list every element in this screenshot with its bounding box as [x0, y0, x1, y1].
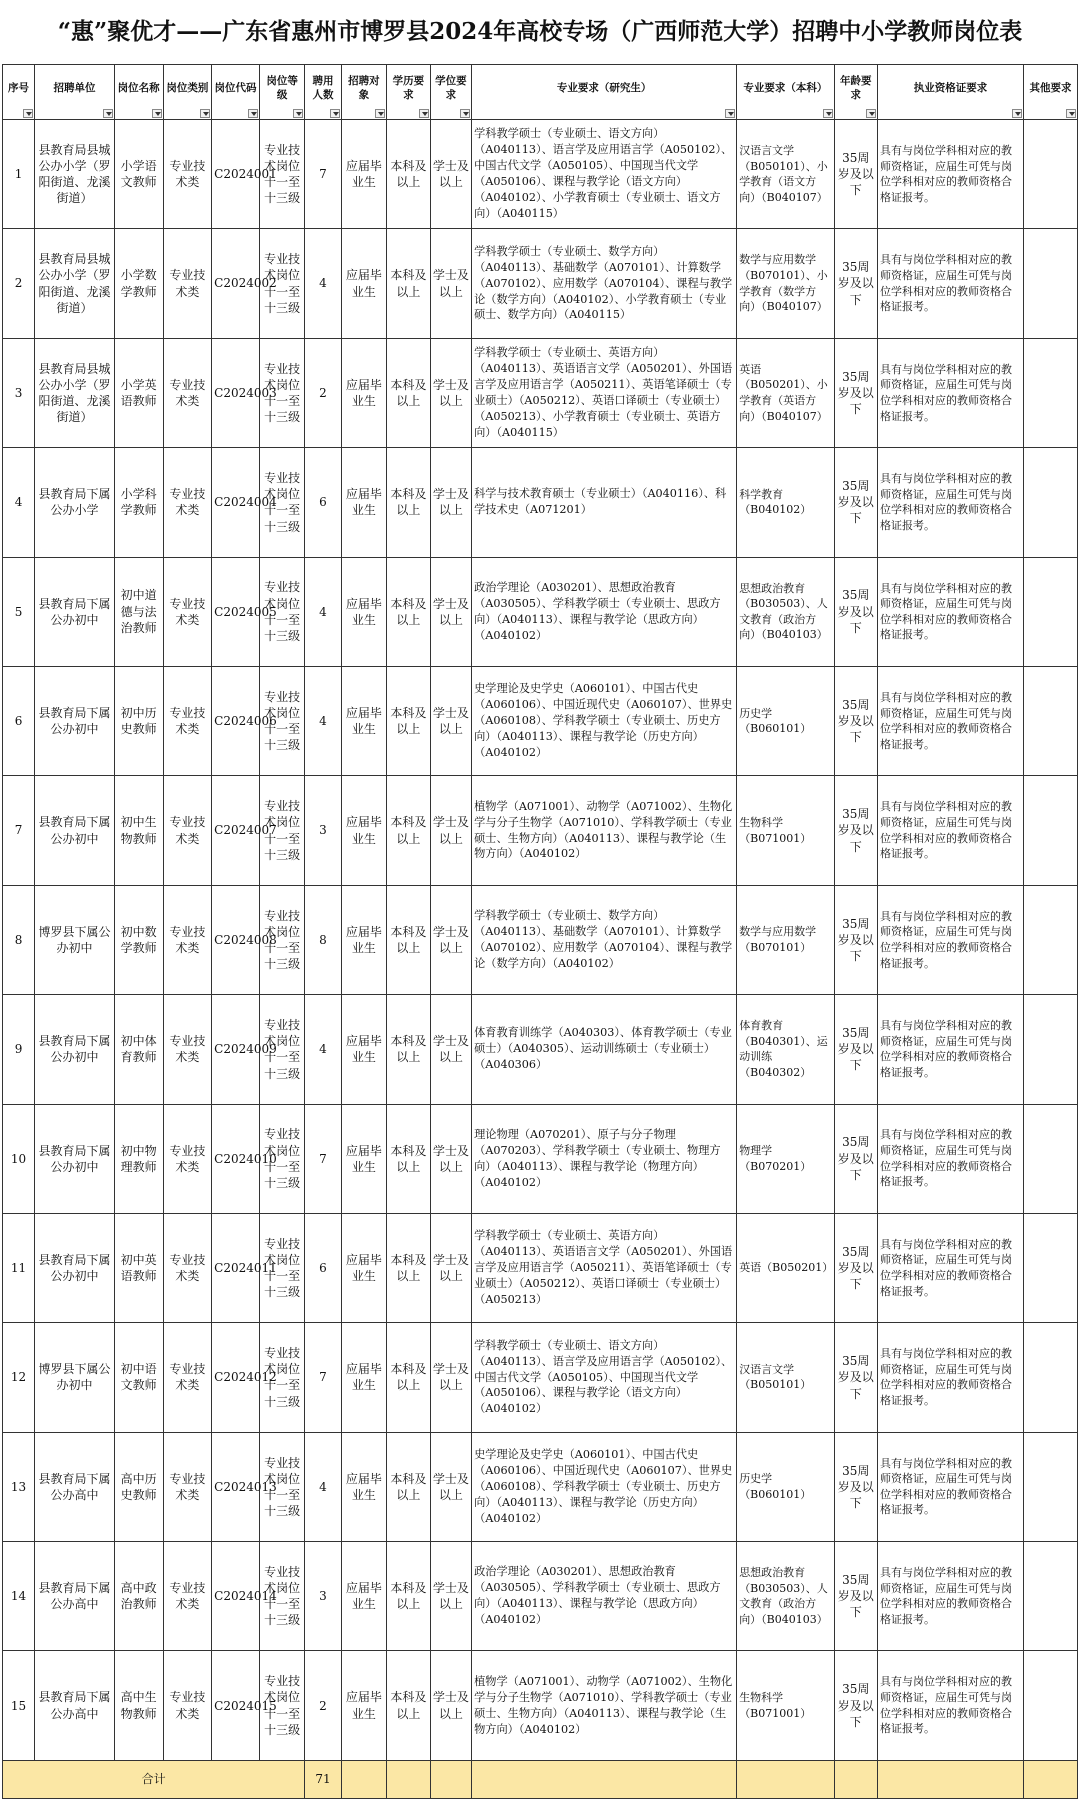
cell-no: 6: [3, 666, 35, 775]
column-header-label: 岗位名称: [117, 81, 160, 94]
filter-dropdown-icon[interactable]: [23, 109, 33, 118]
cell-code: C2024009: [212, 995, 260, 1104]
cell-count: 2: [305, 338, 341, 447]
cell-level: 专业技术岗位十一至十三级: [259, 1432, 305, 1541]
cell-edu: 本科及以上: [387, 1213, 430, 1322]
cell-unit: 县教育局下属公办高中: [35, 1432, 115, 1541]
cell-degree: 学士及以上: [430, 1432, 471, 1541]
cell-post: 小学数学教师: [114, 229, 163, 338]
column-header-label: 岗位类别: [166, 81, 209, 94]
table-row: [3, 1323, 1078, 1432]
cell-cert: 具有与岗位学科相对应的教师资格证，应届生可凭与岗位学科相对应的教师资格合格证报考。: [878, 557, 1024, 666]
cell-target: 应届毕业生: [341, 776, 387, 885]
cell-other: [1024, 229, 1078, 338]
column-header-label: 序号: [8, 81, 30, 94]
column-header: [834, 65, 877, 120]
cell-code: C2024006: [212, 666, 260, 775]
cell-degree: 学士及以上: [430, 1104, 471, 1213]
cell-no: 1: [3, 120, 35, 229]
cell-ug: 生物科学（B071001）: [737, 776, 834, 885]
cell-cert: 具有与岗位学科相对应的教师资格证，应届生可凭与岗位学科相对应的教师资格合格证报考。: [878, 338, 1024, 447]
cell-major: 学科教学硕士（专业硕士、数学方向）（A040113）、基础数学（A070101）、计算数学（A070102）、应用数学（A070104）、课程与教学论（数学方向）（A040102）: [472, 885, 737, 994]
cell-no: 2: [3, 229, 35, 338]
cell-no: 15: [3, 1651, 35, 1760]
cell-count: 3: [305, 1542, 341, 1651]
cell-other: [1024, 776, 1078, 885]
cell-post: 初中体育教师: [114, 995, 163, 1104]
column-header: [35, 65, 115, 120]
cell-ug: 历史学（B060101）: [737, 666, 834, 775]
cell-category: 专业技术类: [163, 1542, 212, 1651]
cell-unit: 博罗县下属公办初中: [35, 885, 115, 994]
cell-post: 初中语文教师: [114, 1323, 163, 1432]
cell-ug: 数学与应用数学（B070101）、小学教育（数学方向）（B040107）: [737, 229, 834, 338]
cell-unit: 县教育局下属公办初中: [35, 776, 115, 885]
cell-level: 专业技术岗位十一至十三级: [259, 120, 305, 229]
cell-unit: 博罗县下属公办初中: [35, 1323, 115, 1432]
column-header: [1024, 65, 1078, 120]
cell-major: 科学与技术教育硕士（专业硕士）（A040116）、科学技术史（A071201）: [472, 448, 737, 557]
cell-no: 7: [3, 776, 35, 885]
cell-other: [1024, 1432, 1078, 1541]
cell-post: 小学科学教师: [114, 448, 163, 557]
cell-level: 专业技术岗位十一至十三级: [259, 557, 305, 666]
cell-age: 35周岁及以下: [834, 1432, 877, 1541]
filter-dropdown-icon[interactable]: [823, 109, 833, 118]
cell-count: 6: [305, 1213, 341, 1322]
cell-cert: 具有与岗位学科相对应的教师资格证，应届生可凭与岗位学科相对应的教师资格合格证报考。: [878, 1651, 1024, 1760]
cell-post: 小学英语教师: [114, 338, 163, 447]
cell-major: 学科教学硕士（专业硕士、语文方向）（A040113）、语言学及应用语言学（A050102）、中国古代文学（A050105）、中国现当代文学（A050106）、课程与教学论（语文方向）（A040102）、小学教育硕士（专业硕士、语文方向）（A040115）: [472, 120, 737, 229]
column-header-label: 岗位代码: [214, 81, 257, 94]
cell-major: 学科教学硕士（专业硕士、英语方向）（A040113）、英语语言文学（A050201）、外国语言学及应用语言学（A050211）、英语笔译硕士（专业硕士）（A050212）、英语口译硕士（专业硕士）（A050213）: [472, 1213, 737, 1322]
column-header: [305, 65, 341, 120]
cell-no: 13: [3, 1432, 35, 1541]
cell-other: [1024, 1323, 1078, 1432]
column-header-label: 岗位等级: [266, 74, 298, 101]
cell-other: [1024, 557, 1078, 666]
cell-cert: 具有与岗位学科相对应的教师资格证，应届生可凭与岗位学科相对应的教师资格合格证报考。: [878, 1213, 1024, 1322]
cell-age: 35周岁及以下: [834, 1323, 877, 1432]
cell-cert: 具有与岗位学科相对应的教师资格证，应届生可凭与岗位学科相对应的教师资格合格证报考。: [878, 885, 1024, 994]
cell-code: C2024015: [212, 1651, 260, 1760]
cell-code: C2024008: [212, 885, 260, 994]
cell-age: 35周岁及以下: [834, 229, 877, 338]
table-row: [3, 338, 1078, 447]
filter-dropdown-icon[interactable]: [330, 109, 340, 118]
cell-level: 专业技术岗位十一至十三级: [259, 448, 305, 557]
table-row: [3, 995, 1078, 1104]
cell-degree: 学士及以上: [430, 229, 471, 338]
cell-major: 史学理论及史学史（A060101）、中国古代史（A060106）、中国近现代史（A060107）、世界史（A060108）、学科教学硕士（专业硕士、历史方向）（A040113）、课程与教学论（历史方向）（A040102）: [472, 1432, 737, 1541]
cell-count: 7: [305, 1323, 341, 1432]
filter-dropdown-icon[interactable]: [460, 109, 470, 118]
cell-unit: 县教育局县城公办小学（罗阳街道、龙溪街道）: [35, 338, 115, 447]
cell-degree: 学士及以上: [430, 338, 471, 447]
cell-other: [1024, 1213, 1078, 1322]
cell-level: 专业技术岗位十一至十三级: [259, 1651, 305, 1760]
cell-category: 专业技术类: [163, 1323, 212, 1432]
cell-category: 专业技术类: [163, 1432, 212, 1541]
cell-cert: 具有与岗位学科相对应的教师资格证，应届生可凭与岗位学科相对应的教师资格合格证报考。: [878, 995, 1024, 1104]
cell-degree: 学士及以上: [430, 1213, 471, 1322]
cell-cert: 具有与岗位学科相对应的教师资格证，应届生可凭与岗位学科相对应的教师资格合格证报考。: [878, 1542, 1024, 1651]
cell-target: 应届毕业生: [341, 448, 387, 557]
table-row: [3, 1542, 1078, 1651]
job-table: [2, 64, 1078, 1799]
cell-age: 35周岁及以下: [834, 776, 877, 885]
column-header: [878, 65, 1024, 120]
cell-edu: 本科及以上: [387, 1323, 430, 1432]
cell-count: 4: [305, 1432, 341, 1541]
cell-edu: 本科及以上: [387, 1651, 430, 1760]
cell-age: 35周岁及以下: [834, 338, 877, 447]
column-header: [114, 65, 163, 120]
cell-no: 12: [3, 1323, 35, 1432]
cell-category: 专业技术类: [163, 1213, 212, 1322]
cell-ug: 思想政治教育（B030503）、人文教育（政治方向）（B040103）: [737, 557, 834, 666]
cell-post: 初中物理教师: [114, 1104, 163, 1213]
cell-level: 专业技术岗位十一至十三级: [259, 885, 305, 994]
cell-post: 初中历史教师: [114, 666, 163, 775]
cell-unit: 县教育局下属公办高中: [35, 1542, 115, 1651]
cell-category: 专业技术类: [163, 229, 212, 338]
column-header-label: 招聘单位: [53, 81, 96, 94]
cell-cert: 具有与岗位学科相对应的教师资格证，应届生可凭与岗位学科相对应的教师资格合格证报考。: [878, 448, 1024, 557]
cell-ug: 生物科学（B071001）: [737, 1651, 834, 1760]
total-count: 71: [305, 1760, 341, 1798]
cell-other: [1024, 885, 1078, 994]
filter-dropdown-icon[interactable]: [866, 109, 876, 118]
table-row: [3, 666, 1078, 775]
cell-target: 应届毕业生: [341, 1542, 387, 1651]
cell-age: 35周岁及以下: [834, 1651, 877, 1760]
cell-count: 7: [305, 120, 341, 229]
cell-post: 高中历史教师: [114, 1432, 163, 1541]
cell-degree: 学士及以上: [430, 1651, 471, 1760]
cell-ug: 科学教育（B040102）: [737, 448, 834, 557]
cell-code: C2024014: [212, 1542, 260, 1651]
cell-unit: 县教育局下属公办初中: [35, 1104, 115, 1213]
filter-dropdown-icon[interactable]: [103, 109, 113, 118]
column-header-label: 专业要求（本科）: [743, 81, 828, 94]
cell-cert: 具有与岗位学科相对应的教师资格证，应届生可凭与岗位学科相对应的教师资格合格证报考。: [878, 1104, 1024, 1213]
cell-level: 专业技术岗位十一至十三级: [259, 1213, 305, 1322]
cell-count: 4: [305, 557, 341, 666]
cell-other: [1024, 338, 1078, 447]
filter-dropdown-icon[interactable]: [375, 109, 385, 118]
cell-major: 史学理论及史学史（A060101）、中国古代史（A060106）、中国近现代史（A060107）、世界史（A060108）、学科教学硕士（专业硕士、历史方向）（A040113）、课程与教学论（历史方向）（A040102）: [472, 666, 737, 775]
table-body: [3, 120, 1078, 1761]
cell-major: 体育教育训练学（A040303）、体育教学硕士（专业硕士）（A040305）、运动训练硕士（专业硕士）（A040306）: [472, 995, 737, 1104]
cell-unit: 县教育局下属公办初中: [35, 995, 115, 1104]
cell-no: 10: [3, 1104, 35, 1213]
table-row: [3, 1213, 1078, 1322]
cell-target: 应届毕业生: [341, 666, 387, 775]
cell-level: 专业技术岗位十一至十三级: [259, 1542, 305, 1651]
cell-post: 初中英语教师: [114, 1213, 163, 1322]
cell-post: 初中生物教师: [114, 776, 163, 885]
cell-no: 3: [3, 338, 35, 447]
filter-dropdown-icon[interactable]: [152, 109, 162, 118]
table-row: [3, 229, 1078, 338]
cell-code: C2024002: [212, 229, 260, 338]
cell-cert: 具有与岗位学科相对应的教师资格证，应届生可凭与岗位学科相对应的教师资格合格证报考。: [878, 666, 1024, 775]
cell-cert: 具有与岗位学科相对应的教师资格证，应届生可凭与岗位学科相对应的教师资格合格证报考。: [878, 229, 1024, 338]
column-header: [341, 65, 387, 120]
cell-count: 6: [305, 448, 341, 557]
cell-ug: 历史学（B060101）: [737, 1432, 834, 1541]
column-header: [163, 65, 212, 120]
cell-ug: 英语（B050201）: [737, 1213, 834, 1322]
cell-edu: 本科及以上: [387, 1542, 430, 1651]
cell-code: C2024013: [212, 1432, 260, 1541]
cell-age: 35周岁及以下: [834, 666, 877, 775]
cell-edu: 本科及以上: [387, 1104, 430, 1213]
table-row: [3, 120, 1078, 229]
cell-ug: 体育教育（B040301）、运动训练（B040302）: [737, 995, 834, 1104]
cell-edu: 本科及以上: [387, 885, 430, 994]
cell-major: 政治学理论（A030201）、思想政治教育（A030505）、学科教学硕士（专业硕士、思政方向）（A040113）、课程与教学论（思政方向）（A040102）: [472, 1542, 737, 1651]
cell-code: C2024012: [212, 1323, 260, 1432]
header-row: [3, 65, 1078, 120]
cell-post: 高中政治教师: [114, 1542, 163, 1651]
cell-target: 应届毕业生: [341, 995, 387, 1104]
column-header: [259, 65, 305, 120]
cell-category: 专业技术类: [163, 120, 212, 229]
cell-degree: 学士及以上: [430, 1542, 471, 1651]
cell-target: 应届毕业生: [341, 1651, 387, 1760]
cell-other: [1024, 1104, 1078, 1213]
cell-level: 专业技术岗位十一至十三级: [259, 338, 305, 447]
table-row: [3, 885, 1078, 994]
table-row: [3, 776, 1078, 885]
cell-age: 35周岁及以下: [834, 1542, 877, 1651]
cell-unit: 县教育局下属公办初中: [35, 557, 115, 666]
cell-major: 植物学（A071001）、动物学（A071002）、生物化学与分子生物学（A071010）、学科教学硕士（专业硕士、生物方向）（A040113）、课程与教学论（生物方向）（A040102）: [472, 1651, 737, 1760]
column-header: [737, 65, 834, 120]
cell-edu: 本科及以上: [387, 666, 430, 775]
cell-age: 35周岁及以下: [834, 885, 877, 994]
cell-category: 专业技术类: [163, 1104, 212, 1213]
cell-cert: 具有与岗位学科相对应的教师资格证，应届生可凭与岗位学科相对应的教师资格合格证报考。: [878, 776, 1024, 885]
total-label: 合计: [3, 1760, 305, 1798]
cell-target: 应届毕业生: [341, 885, 387, 994]
cell-count: 4: [305, 995, 341, 1104]
cell-unit: 县教育局下属公办高中: [35, 1651, 115, 1760]
cell-edu: 本科及以上: [387, 557, 430, 666]
cell-degree: 学士及以上: [430, 557, 471, 666]
cell-age: 35周岁及以下: [834, 448, 877, 557]
cell-count: 4: [305, 666, 341, 775]
cell-target: 应届毕业生: [341, 1432, 387, 1541]
cell-degree: 学士及以上: [430, 448, 471, 557]
cell-code: C2024003: [212, 338, 260, 447]
table-row: [3, 1104, 1078, 1213]
table-row: [3, 448, 1078, 557]
cell-count: 7: [305, 1104, 341, 1213]
cell-edu: 本科及以上: [387, 338, 430, 447]
cell-unit: 县教育局下属公办小学: [35, 448, 115, 557]
column-header-label: 招聘对象: [348, 74, 380, 101]
cell-target: 应届毕业生: [341, 338, 387, 447]
cell-age: 35周岁及以下: [834, 1104, 877, 1213]
cell-post: 高中生物教师: [114, 1651, 163, 1760]
cell-major: 政治学理论（A030201）、思想政治教育（A030505）、学科教学硕士（专业硕士、思政方向）（A040113）、课程与教学论（思政方向）（A040102）: [472, 557, 737, 666]
cell-ug: 数学与应用数学（B070101）: [737, 885, 834, 994]
cell-unit: 县教育局县城公办小学（罗阳街道、龙溪街道）: [35, 229, 115, 338]
filter-dropdown-icon[interactable]: [1066, 109, 1076, 118]
cell-level: 专业技术岗位十一至十三级: [259, 1104, 305, 1213]
cell-unit: 县教育局县城公办小学（罗阳街道、龙溪街道）: [35, 120, 115, 229]
cell-other: [1024, 666, 1078, 775]
cell-category: 专业技术类: [163, 557, 212, 666]
table-row: [3, 557, 1078, 666]
cell-level: 专业技术岗位十一至十三级: [259, 776, 305, 885]
filter-dropdown-icon[interactable]: [419, 109, 429, 118]
cell-ug: 物理学（B070201）: [737, 1104, 834, 1213]
cell-no: 8: [3, 885, 35, 994]
cell-age: 35周岁及以下: [834, 557, 877, 666]
cell-target: 应届毕业生: [341, 1323, 387, 1432]
column-header: [387, 65, 430, 120]
cell-degree: 学士及以上: [430, 776, 471, 885]
cell-major: 学科教学硕士（专业硕士、数学方向）（A040113）、基础数学（A070101）、计算数学（A070102）、应用数学（A070104）、课程与教学论（数学方向）（A040102）、小学教育硕士（专业硕士、数学方向）（A040115）: [472, 229, 737, 338]
cell-other: [1024, 995, 1078, 1104]
cell-code: C2024001: [212, 120, 260, 229]
cell-cert: 具有与岗位学科相对应的教师资格证，应届生可凭与岗位学科相对应的教师资格合格证报考。: [878, 1432, 1024, 1541]
cell-post: 初中道德与法治教师: [114, 557, 163, 666]
cell-age: 35周岁及以下: [834, 995, 877, 1104]
column-header-label: 执业资格证要求: [913, 81, 988, 94]
cell-no: 5: [3, 557, 35, 666]
cell-count: 4: [305, 229, 341, 338]
cell-category: 专业技术类: [163, 776, 212, 885]
filter-dropdown-icon[interactable]: [293, 109, 303, 118]
cell-edu: 本科及以上: [387, 229, 430, 338]
cell-ug: 英语（B050201）、小学教育（英语方向）（B040107）: [737, 338, 834, 447]
cell-other: [1024, 448, 1078, 557]
cell-count: 2: [305, 1651, 341, 1760]
filter-dropdown-icon[interactable]: [248, 109, 258, 118]
cell-unit: 县教育局下属公办初中: [35, 666, 115, 775]
cell-no: 4: [3, 448, 35, 557]
cell-edu: 本科及以上: [387, 1432, 430, 1541]
cell-age: 35周岁及以下: [834, 1213, 877, 1322]
column-header-label: 专业要求（研究生）: [556, 81, 652, 94]
cell-edu: 本科及以上: [387, 120, 430, 229]
cell-other: [1024, 1651, 1078, 1760]
cell-target: 应届毕业生: [341, 120, 387, 229]
column-header: [212, 65, 260, 120]
cell-no: 9: [3, 995, 35, 1104]
total-row: [3, 1760, 1078, 1798]
column-header-label: 学历要求: [392, 74, 425, 101]
cell-category: 专业技术类: [163, 666, 212, 775]
filter-dropdown-icon[interactable]: [200, 109, 210, 118]
cell-cert: 具有与岗位学科相对应的教师资格证，应届生可凭与岗位学科相对应的教师资格合格证报考。: [878, 120, 1024, 229]
cell-edu: 本科及以上: [387, 776, 430, 885]
cell-target: 应届毕业生: [341, 1104, 387, 1213]
cell-category: 专业技术类: [163, 995, 212, 1104]
cell-edu: 本科及以上: [387, 448, 430, 557]
cell-degree: 学士及以上: [430, 995, 471, 1104]
filter-dropdown-icon[interactable]: [1012, 109, 1022, 118]
cell-code: C2024005: [212, 557, 260, 666]
cell-category: 专业技术类: [163, 448, 212, 557]
cell-major: 学科教学硕士（专业硕士、语文方向）（A040113）、语言学及应用语言学（A050102）、中国古代文学（A050105）、中国现当代文学（A050106）、课程与教学论（语文方向）（A040102）: [472, 1323, 737, 1432]
cell-level: 专业技术岗位十一至十三级: [259, 995, 305, 1104]
cell-major: 理论物理（A070201）、原子与分子物理（A070203）、学科教学硕士（专业硕士、物理方向）（A040113）、课程与教学论（物理方向）（A040102）: [472, 1104, 737, 1213]
column-header-label: 其他要求: [1029, 81, 1072, 94]
cell-target: 应届毕业生: [341, 1213, 387, 1322]
filter-dropdown-icon[interactable]: [725, 109, 735, 118]
cell-level: 专业技术岗位十一至十三级: [259, 229, 305, 338]
cell-other: [1024, 120, 1078, 229]
cell-unit: 县教育局下属公办初中: [35, 1213, 115, 1322]
cell-other: [1024, 1542, 1078, 1651]
cell-post: 初中数学教师: [114, 885, 163, 994]
cell-degree: 学士及以上: [430, 666, 471, 775]
cell-category: 专业技术类: [163, 1651, 212, 1760]
cell-no: 14: [3, 1542, 35, 1651]
cell-edu: 本科及以上: [387, 995, 430, 1104]
cell-major: 植物学（A071001）、动物学（A071002）、生物化学与分子生物学（A071010）、学科教学硕士（专业硕士、生物方向）（A040113）、课程与教学论（生物方向）（A040102）: [472, 776, 737, 885]
cell-ug: 汉语言文学（B050101）: [737, 1323, 834, 1432]
cell-category: 专业技术类: [163, 338, 212, 447]
cell-level: 专业技术岗位十一至十三级: [259, 1323, 305, 1432]
cell-code: C2024011: [212, 1213, 260, 1322]
column-header-label: 年龄要求: [840, 74, 872, 101]
column-header-label: 学位要求: [435, 74, 467, 101]
cell-code: C2024004: [212, 448, 260, 557]
cell-category: 专业技术类: [163, 885, 212, 994]
cell-count: 3: [305, 776, 341, 885]
column-header-label: 聘用人数: [312, 74, 334, 101]
cell-degree: 学士及以上: [430, 885, 471, 994]
cell-no: 11: [3, 1213, 35, 1322]
cell-major: 学科教学硕士（专业硕士、英语方向）（A040113）、英语语言文学（A050201）、外国语言学及应用语言学（A050211）、英语笔译硕士（专业硕士）（A050212）、英语口译硕士（专业硕士）（A050213）、小学教育硕士（专业硕士、英语方向）（A040115）: [472, 338, 737, 447]
cell-code: C2024010: [212, 1104, 260, 1213]
column-header: [430, 65, 471, 120]
cell-ug: 思想政治教育（B030503）、人文教育（政治方向）（B040103）: [737, 1542, 834, 1651]
cell-target: 应届毕业生: [341, 229, 387, 338]
page-title: “惠”聚优才——广东省惠州市博罗县2024年高校专场（广西师范大学）招聘中小学教师岗位表: [57, 18, 1023, 45]
cell-degree: 学士及以上: [430, 120, 471, 229]
cell-target: 应届毕业生: [341, 557, 387, 666]
cell-count: 8: [305, 885, 341, 994]
cell-ug: 汉语言文学（B050101）、小学教育（语文方向）（B040107）: [737, 120, 834, 229]
column-header: [472, 65, 737, 120]
cell-code: C2024007: [212, 776, 260, 885]
cell-level: 专业技术岗位十一至十三级: [259, 666, 305, 775]
column-header: [3, 65, 35, 120]
cell-cert: 具有与岗位学科相对应的教师资格证，应届生可凭与岗位学科相对应的教师资格合格证报考。: [878, 1323, 1024, 1432]
table-row: [3, 1651, 1078, 1760]
cell-degree: 学士及以上: [430, 1323, 471, 1432]
table-row: [3, 1432, 1078, 1541]
cell-post: 小学语文教师: [114, 120, 163, 229]
cell-age: 35周岁及以下: [834, 120, 877, 229]
